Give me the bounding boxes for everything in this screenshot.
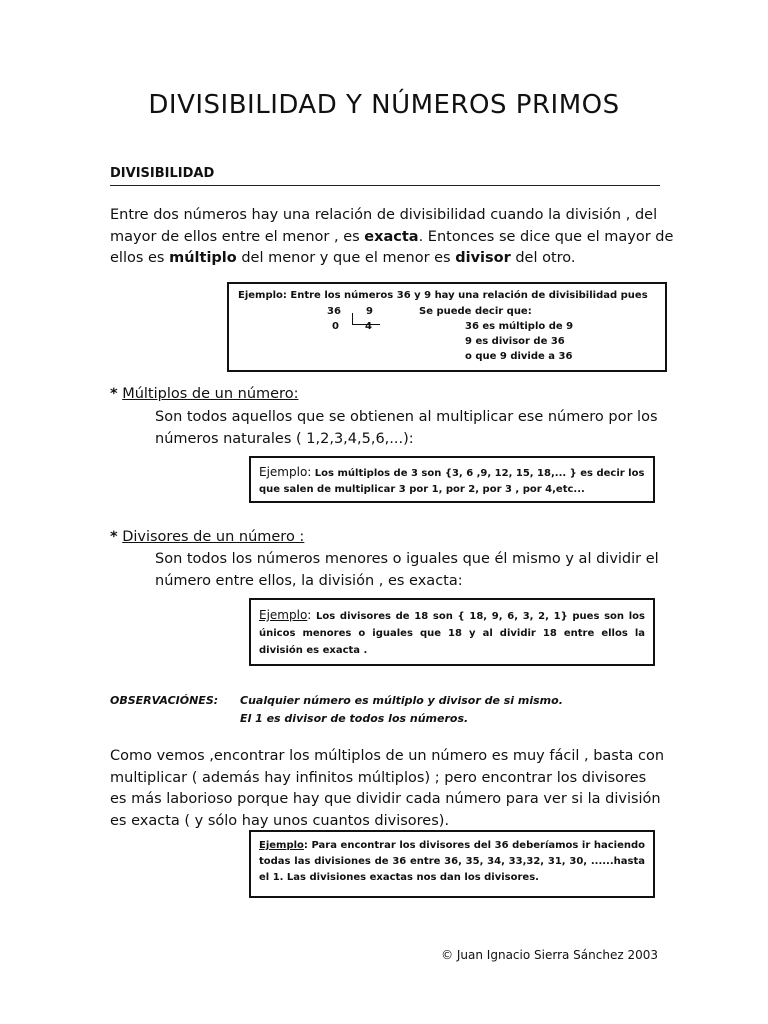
example-box-divisors: Ejemplo: Los divisores de 18 son { 18, 9, 6, 3, 2, 1} pues son los únicos menores o iguales que 18 y al dividir 18 entre ellos la división es exacta . [249, 598, 655, 666]
term-divisor: divisor [455, 250, 511, 266]
quotient: 4 [365, 321, 372, 332]
section-heading: DIVISIBILIDAD [110, 166, 215, 181]
intro-line: Entre dos números hay una relación de divisibilidad cuando la división , del [110, 207, 658, 223]
example-box-divisors-36: Ejemplo: Para encontrar los divisores del 36 deberíamos ir haciendo todas las divisiones de 36 entre 36, 35, 34, 33,32, 31, 30, ......hasta el 1. Las divisiones exactas nos dan los divisores. [249, 830, 655, 898]
example-line: Ejemplo: Entre los números 36 y 9 hay una relación de divisibilidad pues [238, 290, 648, 301]
observation-line: El 1 es divisor de todos los números. [240, 712, 469, 725]
conclusion-intro: Se puede decir que: [419, 306, 532, 317]
intro-line: mayor de ellos entre el menor , es exacta. Entonces se dice que el mayor de [110, 228, 674, 245]
intro-line: ellos es múltiplo del menor y que el menor es divisor del otro. [110, 250, 576, 266]
multiples-definition: Son todos aquellos que se obtienen al multiplicar ese número por los números naturales ( 1,2,3,4,5,6,...): [155, 409, 658, 447]
intro-paragraph [110, 205, 674, 270]
example-box-multiples [249, 456, 655, 503]
conclusion-line: 36 es múltiplo de 9 [465, 321, 574, 332]
dividend: 36 [327, 306, 341, 317]
multiples-heading: * Múltiplos de un número: [110, 386, 299, 402]
conclusion-line: o que 9 divide a 36 [465, 351, 573, 362]
example-label: Ejemplo [259, 608, 308, 622]
closing-paragraph: Como vemos ,encontrar los múltiplos de un número es muy fácil , basta con multiplicar ( además hay infinitos múltiplos) ; pero encontrar los divisores es más laborioso porque hay que dividir cada número para ver si la división es exacta ( y sólo hay unos cuantos divisores). [110, 748, 665, 829]
example-label: Ejemplo [259, 840, 304, 851]
observation-line: Cualquier número es múltiplo y divisor de si mismo. [240, 694, 563, 707]
remainder: 0 [332, 321, 339, 332]
example-label: Ejemplo: [259, 465, 312, 479]
observations [110, 692, 563, 728]
observations-label: OBSERVACIÓNES: [110, 694, 219, 707]
example-text: Los divisores de 18 son { 18, 9, 6, 3, 2, 1} pues son los únicos menores o iguales que 18 y al dividir 18 entre ellos la división es exacta . [259, 611, 645, 656]
conclusion-line: 9 es divisor de 36 [465, 336, 565, 347]
example-text: Los múltiplos de 3 son {3, 6 ,9, 12, 15, 18,... } es decir los que salen de multiplicar 3 por 1, por 2, por 3 , por 4,etc... [259, 468, 645, 495]
example-box-divisibility [227, 282, 667, 372]
divisors-heading: * Divisores de un número : [110, 529, 305, 545]
divisor: 9 [366, 306, 373, 317]
term-exacta: exacta [364, 228, 419, 245]
page-title: DIVISIBILIDAD Y NÚMEROS PRIMOS [148, 90, 620, 120]
divisors-definition: Son todos los números menores o iguales que él mismo y al dividir el número entre ellos, la división , es exacta: [155, 551, 659, 589]
example-text: Para encontrar los divisores del 36 deberíamos ir haciendo todas las divisiones de 36 entre 36, 35, 34, 33,32, 31, 30, ......hasta el 1. Las divisiones exactas nos dan los divisores. [259, 840, 645, 883]
term-multiplo: múltiplo [169, 250, 237, 266]
section-divider [110, 185, 660, 186]
copyright-footer: © Juan Ignacio Sierra Sánchez 2003 [441, 948, 658, 962]
